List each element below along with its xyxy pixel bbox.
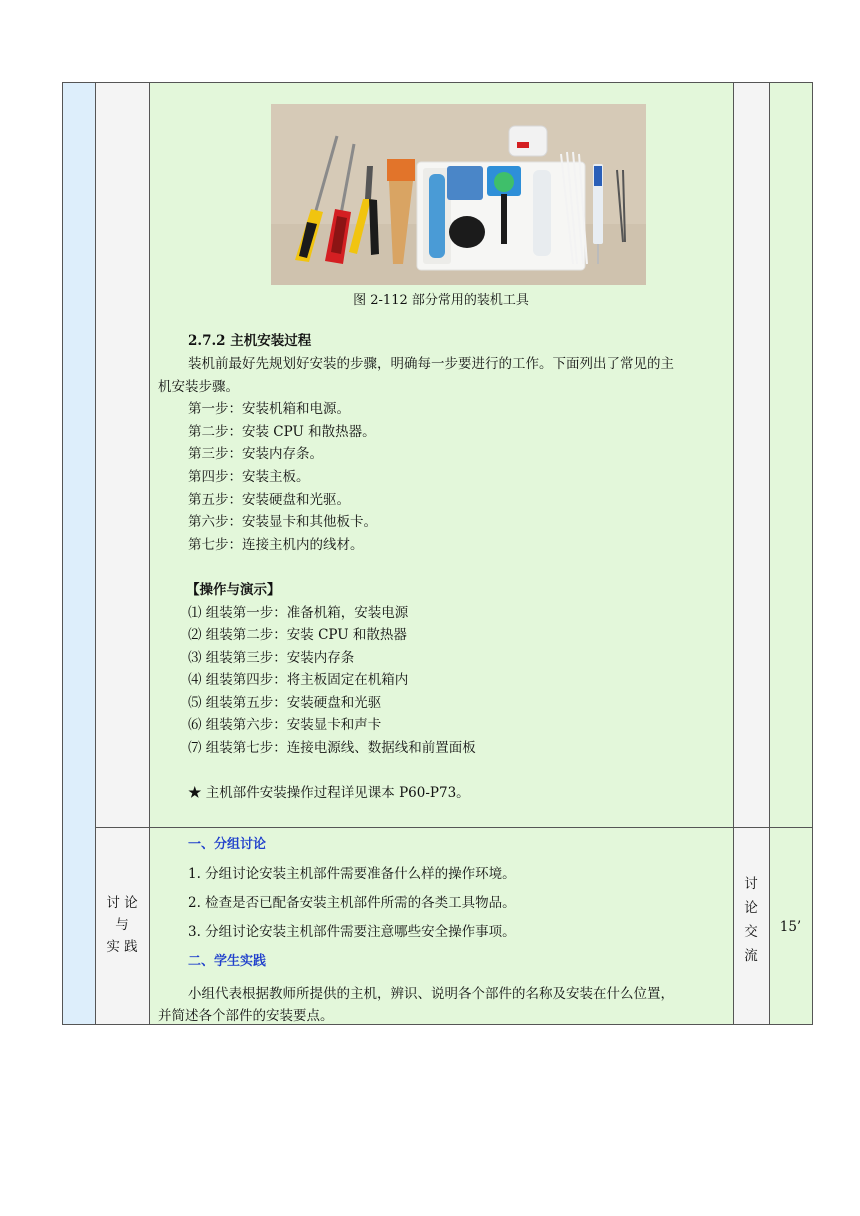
- discussion-item: 1. 分组讨论安装主机部件需要准备什么样的操作环境。: [188, 866, 516, 882]
- time-cell-top: [769, 83, 812, 827]
- grid-line: [95, 83, 96, 1024]
- reference-note: ★ 主机部件安装操作过程详见课本 P60-P73。: [188, 785, 470, 801]
- method-char: 流: [744, 948, 758, 964]
- demo-item: ⑴ 组装第一步：准备机箱，安装电源: [188, 605, 409, 621]
- method-cell-top: [733, 83, 769, 827]
- step-item: 第三步：安装内存条。: [188, 446, 323, 462]
- group-discussion-heading: 一、分组讨论: [188, 837, 267, 852]
- demo-heading: 【操作与演示】: [186, 582, 281, 598]
- grid-line: [769, 83, 770, 1024]
- stage-label-line: 与: [115, 917, 129, 933]
- step-item: 第五步：安装硬盘和光驱。: [188, 492, 350, 508]
- practice-line: 小组代表根据教师所提供的主机，辨识、说明各个部件的名称及安装在什么位置，: [188, 986, 674, 1002]
- demo-item: ⑵ 组装第二步：安装 CPU 和散热器: [188, 627, 407, 643]
- discussion-item: 3. 分组讨论安装主机部件需要注意哪些安全操作事项。: [188, 924, 516, 940]
- demo-item: ⑶ 组装第三步：安装内存条: [188, 650, 355, 666]
- step-item: 第四步：安装主板。: [188, 469, 310, 485]
- step-item: 第二步：安装 CPU 和散热器。: [188, 424, 376, 440]
- stage-label-line: 讨 论: [106, 895, 138, 911]
- method-char: 交: [744, 924, 758, 940]
- practice-line: 并简述各个部件的安装要点。: [158, 1008, 334, 1024]
- figure-caption: 图 2-112 部分常用的装机工具: [353, 293, 529, 308]
- method-label: [733, 872, 769, 968]
- tray-icon: [417, 162, 585, 270]
- demo-item: ⑹ 组装第六步：安装显卡和声卡: [188, 717, 382, 733]
- container-icon: [509, 126, 547, 156]
- grid-line: [149, 83, 150, 1024]
- section-heading: 2.7.2 主机安装过程: [188, 333, 312, 349]
- grid-line: [95, 827, 812, 828]
- tools-photo: [271, 104, 646, 285]
- time-value: 15’: [779, 919, 802, 935]
- demo-item: ⑷ 组装第四步：将主板固定在机箱内: [188, 672, 409, 688]
- step-item: 第七步：连接主机内的线材。: [188, 537, 364, 553]
- stage-label: [95, 892, 149, 958]
- method-char: 讨: [744, 876, 758, 892]
- step-item: 第一步：安装机箱和电源。: [188, 401, 350, 417]
- margin-column: [63, 83, 95, 1024]
- intro-line: 机安装步骤。: [158, 379, 239, 395]
- method-char: 论: [744, 900, 758, 916]
- student-practice-heading: 二、学生实践: [188, 954, 267, 969]
- demo-item: ⑸ 组装第五步：安装硬盘和光驱: [188, 695, 382, 711]
- discussion-item: 2. 检查是否已配备安装主机部件所需的各类工具物品。: [188, 895, 516, 911]
- intro-line: 装机前最好先规划好安装的步骤，明确每一步要进行的工作。下面列出了常见的主: [188, 356, 674, 372]
- demo-item: ⑺ 组装第七步：连接电源线、数据线和前置面板: [188, 740, 476, 756]
- stage-label-line: 实 践: [106, 939, 138, 955]
- stage-cell-top: [95, 83, 149, 827]
- step-item: 第六步：安装显卡和其他板卡。: [188, 514, 377, 530]
